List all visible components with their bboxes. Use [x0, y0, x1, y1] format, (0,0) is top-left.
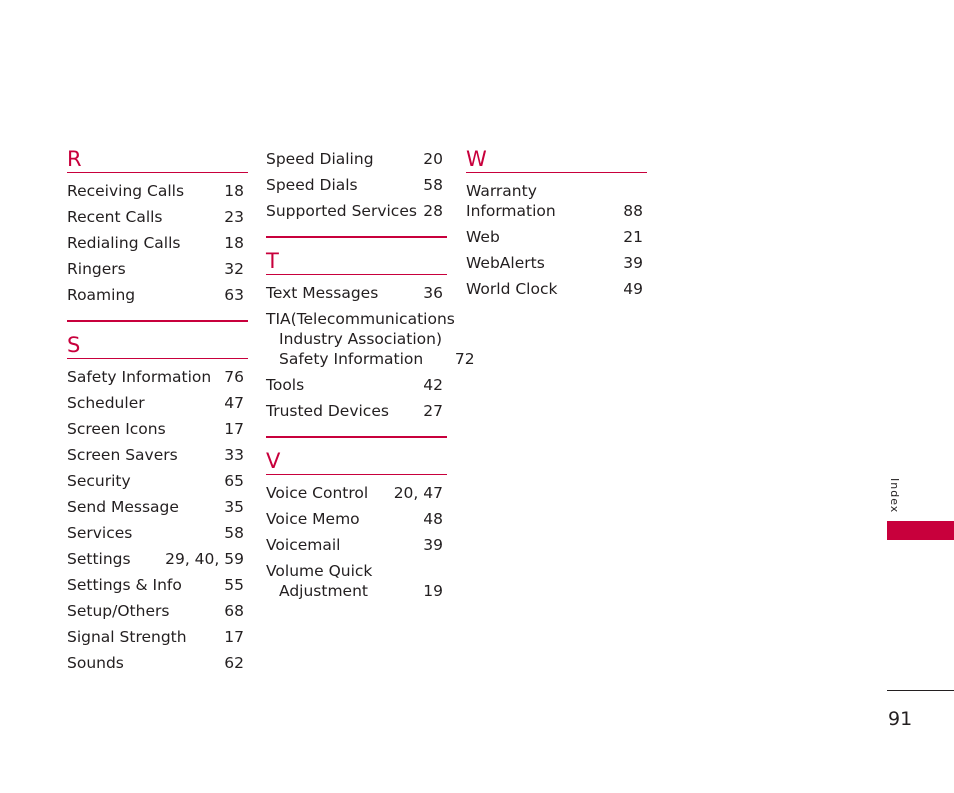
- index-entry: [266, 172, 447, 198]
- section-letter: S: [67, 333, 81, 357]
- index-entry-label-text: Ringers: [67, 260, 126, 278]
- index-entry-page: 88: [623, 202, 643, 220]
- index-entry-label-text: World Clock: [466, 280, 558, 298]
- index-section: [466, 142, 647, 302]
- section-letter: R: [67, 147, 82, 171]
- index-entry: [67, 364, 248, 390]
- index-entry-label-text: Setup/Others: [67, 602, 170, 620]
- side-tab-marker: [887, 521, 954, 540]
- index-entry-label: [67, 445, 178, 465]
- index-entry: [266, 146, 447, 172]
- index-entry-page: 18: [224, 182, 244, 200]
- index-entry-label-text: Settings: [67, 550, 131, 568]
- index-entry-label-continuation: Safety Information: [279, 350, 424, 368]
- index-entry-label: [67, 471, 131, 491]
- index-entry-page: 28: [423, 202, 443, 220]
- index-entry-label: [266, 483, 368, 503]
- index-entry-page: 27: [423, 402, 443, 420]
- index-entry-label-text: Roaming: [67, 286, 136, 304]
- index-column-3: [466, 142, 647, 314]
- index-entry-page: 29, 40, 59: [165, 550, 244, 568]
- index-entry-label: [67, 181, 184, 201]
- page-number: 91: [888, 708, 913, 730]
- index-entry-label-text: Scheduler: [67, 394, 145, 412]
- index-entry-page: 35: [224, 498, 244, 516]
- index-entry-page: 32: [224, 260, 244, 278]
- index-entry-label: [67, 627, 187, 647]
- index-entry-page: 23: [224, 208, 244, 226]
- index-entry-page: 72: [454, 350, 475, 368]
- index-continued-entries: [266, 142, 447, 224]
- index-entry-label: [67, 259, 126, 279]
- index-entry-page: 48: [423, 510, 443, 528]
- section-top-rule: [266, 236, 447, 238]
- index-entry-label-text: Web: [466, 228, 500, 246]
- side-tab-label: Index: [888, 478, 901, 514]
- index-entry-page: 21: [623, 228, 643, 246]
- index-entry-label: [466, 181, 623, 221]
- index-entry-label: [67, 653, 124, 673]
- index-entry-label: [266, 509, 360, 529]
- index-entry-page: 39: [423, 536, 443, 554]
- index-entry-label: [67, 207, 163, 227]
- index-entry: [466, 276, 647, 302]
- index-entry-label: [266, 375, 304, 395]
- index-entry-label-text: Services: [67, 524, 133, 542]
- index-entry-label: [266, 283, 378, 303]
- index-entry-label-text: Warranty Information: [466, 182, 556, 220]
- index-entry: [67, 442, 248, 468]
- index-entry-page: 17: [224, 628, 244, 646]
- index-entry-label: [266, 401, 389, 421]
- index-entry: [466, 178, 647, 224]
- section-letter-rule: [266, 274, 447, 275]
- index-entry: [67, 546, 248, 572]
- index-entry-label: [67, 285, 135, 305]
- index-entry-label: [266, 201, 417, 221]
- index-entry-page: 19: [423, 582, 443, 600]
- index-entry-label-text: Security: [67, 472, 131, 490]
- index-entry-label: [67, 523, 132, 543]
- index-entry: [67, 624, 248, 650]
- index-entry-label: [67, 497, 179, 517]
- index-entry-page: 49: [623, 280, 643, 298]
- index-entry-page: 58: [423, 176, 443, 194]
- index-entry-page: 76: [224, 368, 244, 386]
- index-entry-label: [67, 575, 182, 595]
- index-entry-label-text: Speed Dials: [266, 176, 358, 194]
- index-entry-page: 65: [224, 472, 244, 490]
- index-entry-label-text: Receiving Calls: [67, 182, 185, 200]
- index-entry-label-text: Voice Memo: [266, 510, 360, 528]
- index-entry-label: [67, 233, 180, 253]
- index-entry: [67, 390, 248, 416]
- index-entry: [67, 282, 248, 308]
- index-entry-label-text: Redialing Calls: [67, 234, 181, 252]
- index-entry-label: [67, 367, 211, 387]
- footer-rule: [887, 690, 954, 691]
- index-entry-label-text: Signal Strength: [67, 628, 187, 646]
- index-entry: [67, 204, 248, 230]
- index-entry-label-text: Safety Information: [67, 368, 212, 386]
- index-section: [266, 236, 475, 424]
- index-entry: [67, 468, 248, 494]
- section-top-rule: [266, 436, 447, 438]
- index-entry: [67, 598, 248, 624]
- index-entry-label-continuation: Industry Association): [279, 330, 442, 348]
- index-entry-page: 17: [224, 420, 244, 438]
- index-entry: [266, 480, 447, 506]
- index-entry-label-text: Sounds: [67, 654, 124, 672]
- index-entry-page: 42: [423, 376, 443, 394]
- index-entry-label-text: Trusted Devices: [266, 402, 389, 420]
- index-entry-page: 36: [423, 284, 443, 302]
- index-section: [67, 320, 248, 676]
- index-entry-label-text: TIA(Telecommunications: [266, 310, 455, 328]
- index-entry: [266, 398, 447, 424]
- index-entry-label-text: Supported Services: [266, 202, 417, 220]
- index-entry-page: 20: [423, 150, 443, 168]
- index-section: [67, 142, 248, 308]
- section-letter-rule: [266, 474, 447, 475]
- section-letter: T: [266, 249, 279, 273]
- index-entry-page: 63: [224, 286, 244, 304]
- index-entry: [67, 494, 248, 520]
- index-entry: [466, 224, 647, 250]
- index-entry-label: [67, 393, 145, 413]
- index-entry-label: [67, 549, 131, 569]
- section-top-rule: [67, 320, 248, 322]
- index-entry-label-text: Settings & Info: [67, 576, 182, 594]
- index-entry-page: 55: [224, 576, 244, 594]
- index-entry-label-text: Screen Icons: [67, 420, 166, 438]
- index-entry: [67, 416, 248, 442]
- section-letter: V: [266, 449, 281, 473]
- index-entry-page: 68: [224, 602, 244, 620]
- index-entry-label-text: Voice Control: [266, 484, 369, 502]
- index-entry: [266, 280, 447, 306]
- index-entry-page: 62: [224, 654, 244, 672]
- index-entry-label-text: Voicemail: [266, 536, 341, 554]
- index-entry-label: [466, 253, 545, 273]
- index-entry-label: [266, 149, 374, 169]
- index-entry-label-text: Send Message: [67, 498, 179, 516]
- index-entry: [266, 198, 447, 224]
- index-entry-label-text: Speed Dialing: [266, 150, 374, 168]
- index-entry: [266, 306, 475, 372]
- index-entry-label: [266, 175, 358, 195]
- index-entry-page: 33: [224, 446, 244, 464]
- index-entry-label-text: WebAlerts: [466, 254, 545, 272]
- index-entry-label-text: Volume Quick: [266, 562, 373, 580]
- section-letter: W: [466, 147, 487, 171]
- index-entry: [266, 558, 447, 604]
- index-entry-label-text: Text Messages: [266, 284, 379, 302]
- index-entry: [67, 256, 248, 282]
- index-column-1: [67, 142, 248, 688]
- index-entry-label-continuation: Adjustment: [279, 582, 368, 600]
- index-entry-label-text: Recent Calls: [67, 208, 163, 226]
- index-entry-label-text: Screen Savers: [67, 446, 178, 464]
- index-entry: [67, 520, 248, 546]
- index-entry-label: [466, 227, 500, 247]
- index-entry: [466, 250, 647, 276]
- section-letter-rule: [67, 172, 248, 173]
- index-entry-label: [466, 279, 557, 299]
- index-entry: [266, 532, 447, 558]
- index-entry-label: [67, 601, 169, 621]
- index-entry-label: [266, 309, 455, 369]
- index-section: [266, 436, 447, 604]
- index-entry-label: [266, 535, 340, 555]
- index-entry-page: 39: [623, 254, 643, 272]
- index-column-2: [266, 142, 475, 616]
- index-entry-page: 18: [224, 234, 244, 252]
- index-entry: [67, 178, 248, 204]
- index-entry-page: 47: [224, 394, 244, 412]
- index-entry-label-text: Tools: [266, 376, 305, 394]
- index-entry-page: 20, 47: [393, 484, 443, 502]
- section-letter-rule: [67, 358, 248, 359]
- index-entry: [67, 650, 248, 676]
- index-entry: [266, 506, 447, 532]
- index-entry: [67, 230, 248, 256]
- index-entry-page: 58: [224, 524, 244, 542]
- index-entry-label: [266, 561, 372, 601]
- index-entry-label: [67, 419, 166, 439]
- index-entry: [67, 572, 248, 598]
- index-entry: [266, 372, 447, 398]
- section-letter-rule: [466, 172, 647, 173]
